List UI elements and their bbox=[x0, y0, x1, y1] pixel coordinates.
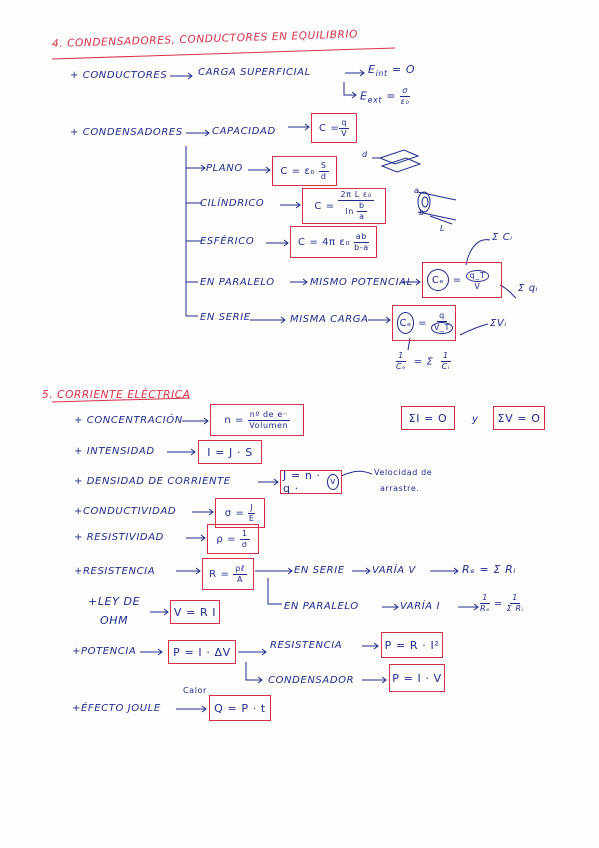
densidad-formula-box: J = n · q · v bbox=[280, 470, 342, 494]
misma-carga-label: MISMA CARGA bbox=[290, 314, 369, 325]
capacidad-formula-box: C = $\frac{q}{V}$ bbox=[311, 113, 357, 143]
re-paralelo-formula: $\frac{1}{\text{Rₑ}}$ = $\frac{1}{\text{Σ Rᵢ}}$ bbox=[480, 593, 524, 613]
kirchhoff-current-box: ΣI = O bbox=[401, 406, 455, 430]
capacidad-label: CAPACIDAD bbox=[212, 126, 276, 137]
cyl-diagram-b: b bbox=[419, 208, 425, 217]
plano-diagram-d: d bbox=[362, 150, 368, 159]
cilindrico-label: CILÍNDRICO bbox=[200, 198, 265, 209]
cilindrico-formula-box: C = 2π L ε₀ ln $\frac{b}{a}$ bbox=[302, 188, 386, 224]
pot-resistencia-label: RESISTENCIA bbox=[270, 640, 343, 651]
sum-qi-label: Σ qᵢ bbox=[518, 283, 539, 294]
res-en-paralelo-label: EN PARALELO bbox=[284, 601, 359, 612]
concentracion-formula-box: n = $\frac{\text{nº de e⁻}}{\text{Volumen}}$ bbox=[210, 404, 304, 436]
mismo-potencial-label: MISMO POTENCIAL bbox=[310, 277, 413, 288]
en-serie-label: EN SERIE bbox=[200, 312, 251, 323]
kirchhoff-separator: y bbox=[472, 414, 479, 425]
paralelo-formula-box: Cₑ = $\frac{q\_T}{V}$ bbox=[422, 262, 502, 298]
resistencia-formula-box: R = $\frac{\text{ρℓ}}{A}$ bbox=[202, 558, 254, 590]
conductividad-label: +CONDUCTIVIDAD bbox=[74, 506, 177, 517]
joule-formula-box: Q = P · t bbox=[209, 695, 271, 721]
v-circle: v bbox=[327, 474, 339, 490]
intensidad-label: + INTENSIDAD bbox=[74, 446, 155, 457]
potencia-label: +POTENCIA bbox=[72, 646, 137, 657]
varia-v-label: VARÍA V bbox=[372, 565, 416, 576]
cyl-diagram-l: L bbox=[440, 224, 446, 233]
section-5-title: 5. CORRIENTE ELÉCTRICA bbox=[42, 389, 191, 401]
resistividad-formula-box: ρ = $\frac{1}{\sigma}$ bbox=[207, 524, 259, 554]
carga-superficial-label: CARGA SUPERFICIAL bbox=[198, 67, 311, 78]
res-en-serie-label: EN SERIE bbox=[294, 565, 345, 576]
calor-note: Calor bbox=[183, 686, 207, 695]
ce-serie-circle: Cₑ bbox=[397, 312, 414, 334]
re-serie-formula: Rₑ = Σ Rᵢ bbox=[462, 563, 516, 576]
series-inverse-formula: $\frac{1}{\text{Cₑ}}$ = Σ $\frac{1}{\text{Cᵢ}}$ bbox=[396, 351, 450, 371]
plano-formula-box: C = ε₀ $\frac{S}{d}$ bbox=[272, 156, 337, 186]
serie-formula-box: Cₑ = $\frac{q}{V\_T}$ bbox=[392, 305, 456, 341]
sum-ci-label: Σ Cᵢ bbox=[492, 232, 513, 243]
pot-resistencia-formula-box: P = R · I² bbox=[381, 632, 443, 658]
efecto-joule-label: +ÉFECTO JOULE bbox=[72, 703, 161, 714]
esferico-label: ESFÉRICO bbox=[200, 236, 255, 247]
ley-ohm-label-2: OHM bbox=[100, 614, 129, 627]
intensidad-formula-box: I = J · S bbox=[198, 440, 262, 464]
pot-condensador-label: CONDENSADOR bbox=[268, 675, 355, 686]
e-int-formula: $E_{int} = O$ bbox=[368, 63, 416, 79]
resistencia-label: +RESISTENCIA bbox=[74, 566, 156, 577]
plano-label: PLANO bbox=[206, 163, 243, 174]
varia-i-label: VARÍA I bbox=[400, 601, 441, 612]
en-paralelo-label: EN PARALELO bbox=[200, 277, 275, 288]
conductores-label: + CONDUCTORES bbox=[70, 70, 168, 81]
velocidad-note-2: arrastre. bbox=[380, 484, 420, 493]
conductividad-formula-box: σ = $\frac{J}{E}$ bbox=[215, 498, 265, 528]
cyl-diagram-a: a bbox=[414, 186, 420, 195]
condensadores-label: + CONDENSADORES bbox=[70, 127, 183, 138]
densidad-label: + DENSIDAD DE CORRIENTE bbox=[74, 476, 231, 487]
sum-vi-label: ΣVᵢ bbox=[490, 318, 507, 329]
potencia-formula-box: P = I · ΔV bbox=[168, 640, 236, 664]
section-4-title: 4. CONDENSADORES, CONDUCTORES EN EQUILIBRIO bbox=[51, 28, 359, 50]
resistividad-label: + RESISTIVIDAD bbox=[74, 532, 164, 543]
ce-circle: Cₑ bbox=[427, 269, 449, 291]
ohm-formula-box: V = R I bbox=[170, 600, 220, 624]
e-ext-formula: $E_{ext}$ = $\frac{\sigma}{\text{ε₀}}$ bbox=[360, 86, 410, 106]
kirchhoff-voltage-box: ΣV = O bbox=[493, 406, 545, 430]
esferico-formula-box: C = 4π ε₀ $\frac{ab}{b-a}$ bbox=[290, 226, 377, 258]
pot-condensador-formula-box: P = I · V bbox=[389, 664, 445, 692]
velocidad-note-1: Velocidad de bbox=[374, 468, 433, 477]
concentracion-label: + CONCENTRACIÓN bbox=[74, 415, 183, 426]
ley-ohm-label-1: +LEY DE bbox=[88, 595, 141, 608]
